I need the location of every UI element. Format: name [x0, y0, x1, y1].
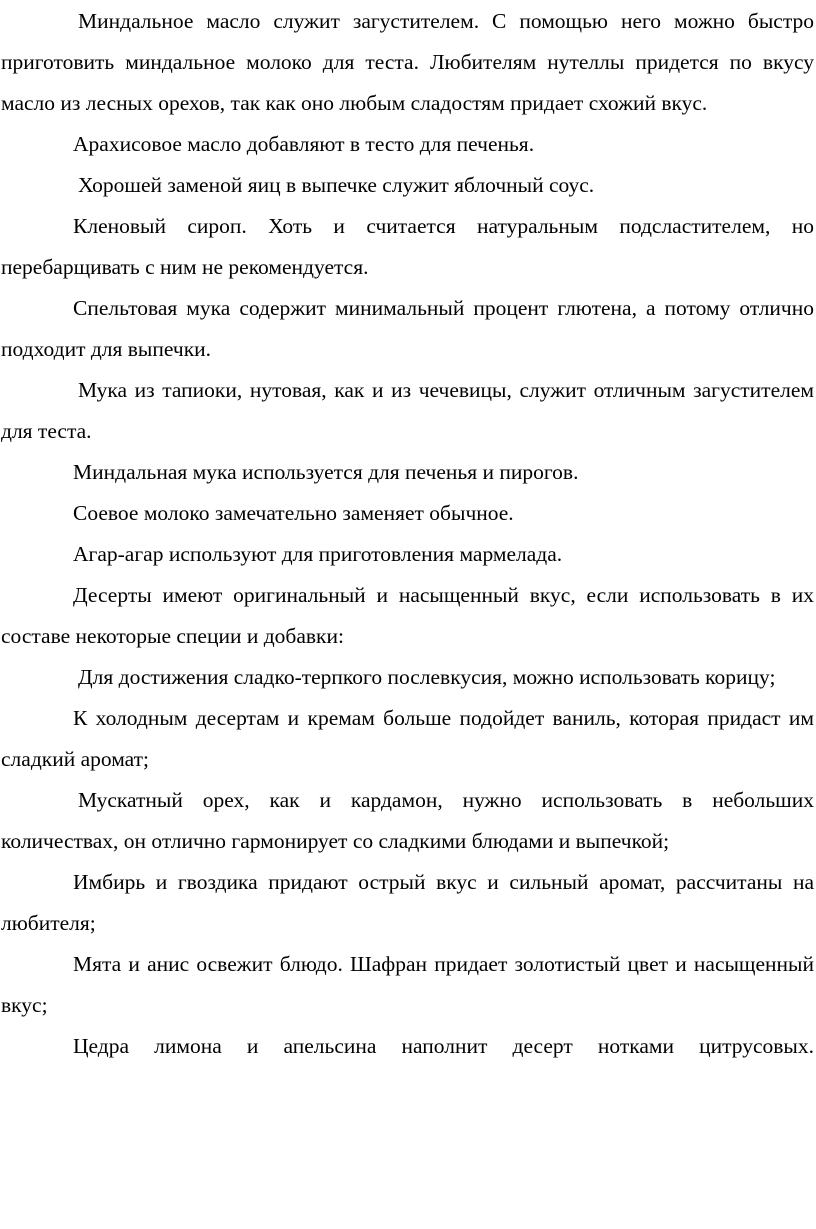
paragraph-soy-milk: Соевое молоко замечательно заменяет обычное. — [73, 501, 514, 525]
paragraph-applesauce: Хорошей заменой яиц в выпечке служит яблочный соус. — [78, 173, 595, 197]
document-body — [1, 0, 814, 1067]
paragraph-mint-saffron: Мята и анис освежит блюдо. Шафран придает золотистый цвет и насыщенный вкус; — [1, 952, 814, 1017]
paragraph-citrus-zest: Цедра лимона и апельсина наполнит десерт нотками цитрусовых. — [73, 1034, 814, 1058]
paragraph-spelt-flour: Спельтовая мука содержит минимальный процент глютена, а потому отлично подходит для выпечки. — [1, 296, 814, 361]
paragraph-agar-agar: Агар-агар используют для приготовления мармелада. — [73, 542, 563, 566]
paragraph-cinnamon: Для достижения сладко-терпкого послевкусия, можно использовать корицу; — [78, 665, 776, 689]
paragraph-nutmeg: Мускатный орех, как и кардамон, нужно использовать в небольших количествах, он отлично гармонирует со сладкими блюдами и выпечкой; — [1, 788, 814, 853]
paragraph-spices-intro: Десерты имеют оригинальный и насыщенный вкус, если использовать в их составе некоторые специи и добавки: — [1, 583, 814, 648]
paragraph-peanut-butter: Арахисовое масло добавляют в тесто для печенья. — [73, 132, 535, 156]
paragraph-tapioca-flour: Мука из тапиоки, нутовая, как и из чечевицы, служит отличным загустителем для теста. — [1, 378, 814, 443]
paragraph-almond-oil: Миндальное масло служит загустителем. С помощью него можно быстро приготовить миндальное молоко для теста. Любителям нутеллы придется по вкусу масло из лесных орехов, так как оно любым сладостям придает схожий вкус. — [1, 9, 814, 115]
paragraph-almond-flour: Миндальная мука используется для печенья и пирогов. — [73, 460, 579, 484]
paragraph-ginger-clove: Имбирь и гвоздика придают острый вкус и сильный аромат, рассчитаны на любителя; — [1, 870, 814, 935]
paragraph-maple-syrup: Кленовый сироп. Хоть и считается натуральным подсластителем, но перебарщивать с ним не рекомендуется. — [1, 214, 814, 279]
paragraph-vanilla: К холодным десертам и кремам больше подойдет ваниль, которая придаст им сладкий аромат; — [1, 706, 814, 771]
